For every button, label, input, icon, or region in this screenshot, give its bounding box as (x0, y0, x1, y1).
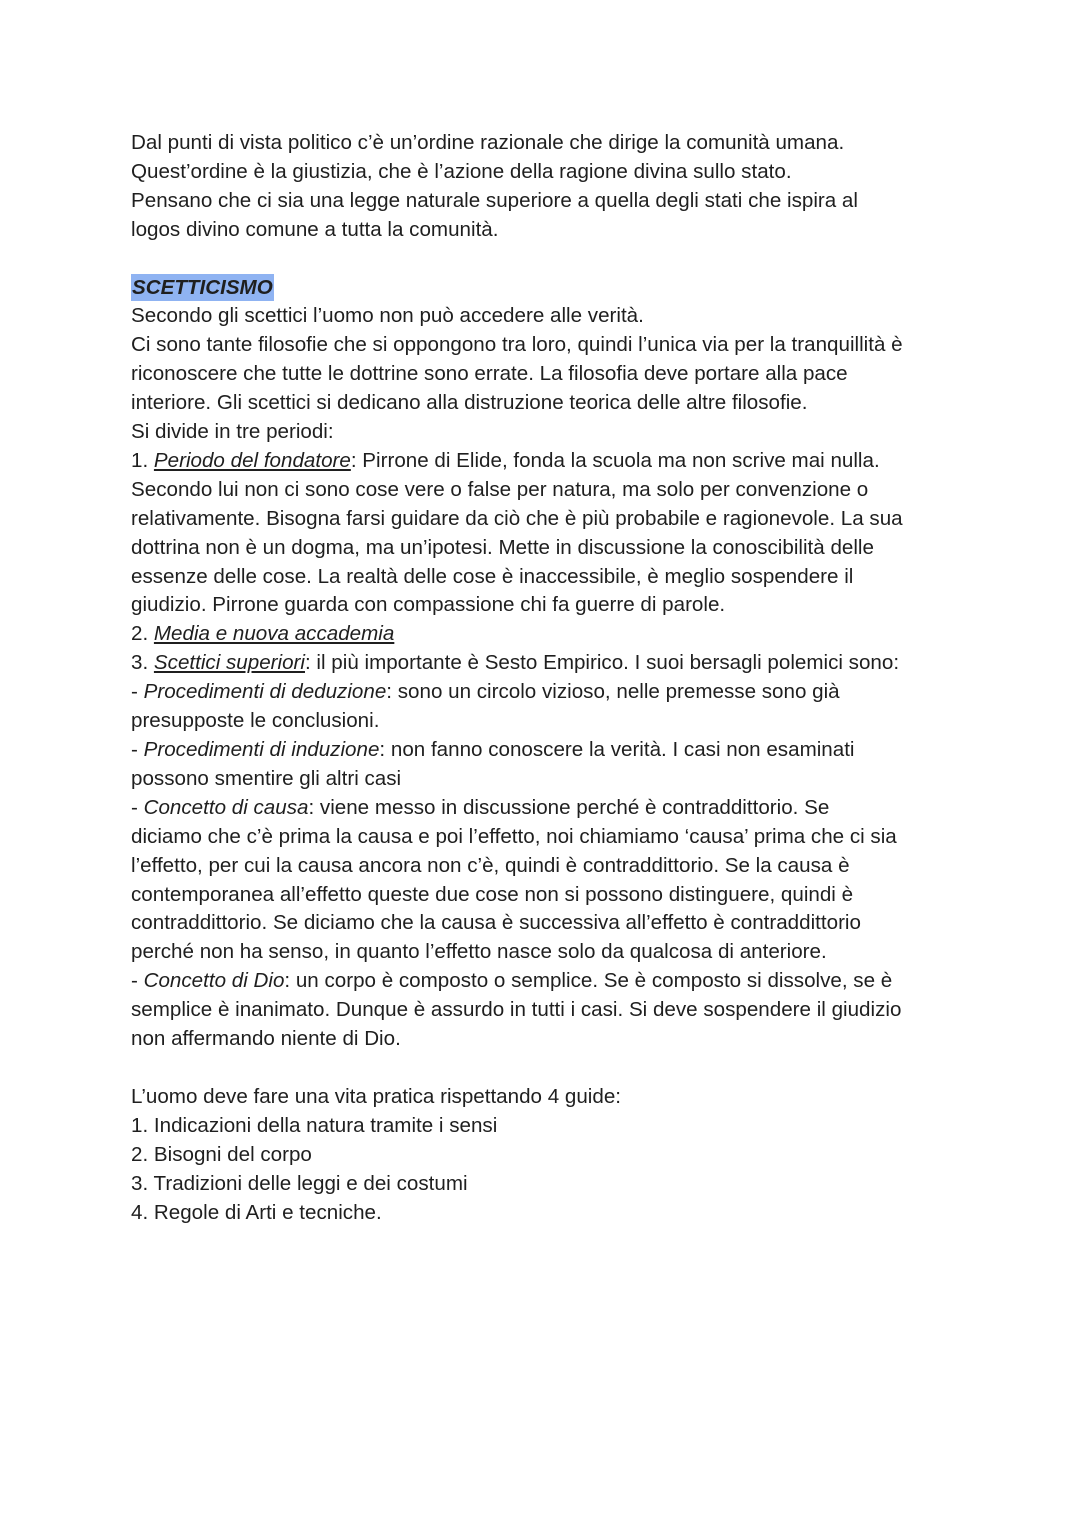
text-line: contraddittorio. Se diciamo che la causa è successiva all’effetto è contraddittorio (131, 911, 861, 935)
text-line (131, 736, 961, 765)
text-line: possono smentire gli altri casi (131, 766, 402, 790)
text-line: essenze delle cose. La realtà delle cose è inaccessibile, è meglio sospendere il (131, 564, 854, 588)
target-term: Concetto di causa (143, 795, 309, 819)
bullet-dash: - (131, 969, 144, 993)
text-line: Quest’ordine è la giustizia, che è l’azione della ragione divina sullo stato. (131, 159, 792, 183)
document-body (131, 129, 961, 1227)
blank-line (131, 1054, 961, 1083)
text-line: non affermando niente di Dio. (131, 1027, 401, 1051)
guide-item: 1. Indicazioni della natura tramite i sensi (131, 1113, 498, 1137)
list-number: 2. (131, 622, 154, 646)
list-number: 1. (131, 448, 154, 472)
period-1-text: : Pirrone di Elide, fonda la scuola ma non scrive mai nulla. (350, 448, 880, 472)
text-line: relativamente. Bisogna farsi guidare da ciò che è più probabile e ragionevole. La sua (131, 506, 903, 530)
intro-paragraph (131, 129, 961, 245)
target-term: Procedimenti di induzione (143, 738, 380, 762)
target-term: Concetto di Dio (143, 969, 285, 993)
bullet-dash: - (131, 738, 144, 762)
bullet-dash: - (131, 680, 144, 704)
text-line (131, 794, 961, 823)
period-3-item (131, 649, 961, 678)
target-induction (131, 736, 961, 794)
target-god (131, 967, 961, 1054)
target-deduction (131, 678, 961, 736)
guides-list (131, 1083, 961, 1228)
section-heading-line (131, 274, 961, 303)
period-1-item (131, 447, 961, 476)
text-line: Dal punti di vista politico c’è un’ordine razionale che dirige la comunità umana. (131, 131, 845, 154)
text-line: dottrina non è un dogma, ma un’ipotesi. Mette in discussione la conoscibilità delle (131, 535, 874, 559)
text-line: contemporanea all’effetto queste due cose non si possono distinguere, quindi è (131, 882, 854, 906)
target-text: : sono un circolo vizioso, nelle premesse sono già (386, 680, 840, 704)
guide-item: 3. Tradizioni delle leggi e dei costumi (131, 1171, 468, 1195)
text-line (131, 678, 961, 707)
guide-item: 2. Bisogni del corpo (131, 1142, 312, 1166)
target-text: : un corpo è composto o semplice. Se è composto si dissolve, se è (284, 969, 893, 993)
period-3-text: : il più importante è Sesto Empirico. I suoi bersagli polemici sono: (304, 651, 900, 675)
guides-intro: L’uomo deve fare una vita pratica rispettando 4 guide: (131, 1084, 621, 1108)
text-line: Secondo lui non ci sono cose vere o false per natura, ma solo per convenzione o (131, 477, 869, 501)
text-line: diciamo che c’è prima la causa e poi l’effetto, noi chiamiamo ‘causa’ prima che ci sia (131, 824, 897, 848)
text-line: Secondo gli scettici l’uomo non può accedere alle verità. (131, 304, 644, 328)
text-line: perché non ha senso, in quanto l’effetto nasce solo da qualcosa di anteriore. (131, 940, 827, 964)
target-cause (131, 794, 961, 967)
period-2-title: Media e nuova accademia (153, 622, 395, 646)
section-body (131, 302, 961, 447)
text-line: Si divide in tre periodi: (131, 420, 334, 444)
period-2-item (131, 620, 961, 649)
text-line: Ci sono tante filosofie che si oppongono tra loro, quindi l’unica via per la tranquillità è (131, 333, 903, 357)
bullet-dash: - (131, 795, 144, 819)
text-line: giudizio. Pirrone guarda con compassione chi fa guerre di parole. (131, 593, 726, 617)
text-line: interiore. Gli scettici si dedicano alla distruzione teorica delle altre filosofie. (131, 391, 808, 415)
target-term: Procedimenti di deduzione (143, 680, 387, 704)
target-text: : non fanno conoscere la verità. I casi non esaminati (379, 738, 855, 762)
text-line: semplice è inanimato. Dunque è assurdo in tutti i casi. Si deve sospendere il giudizio (131, 998, 902, 1022)
period-1-title: Periodo del fondatore (153, 448, 351, 472)
list-number: 3. (131, 651, 154, 675)
text-line (131, 967, 961, 996)
text-line: presupposte le conclusioni. (131, 709, 380, 733)
section-heading: SCETTICISMO (132, 275, 273, 299)
period-3-title: Scettici superiori (153, 651, 305, 675)
target-text: : viene messo in discussione perché è contraddittorio. Se (308, 795, 830, 819)
blank-line (131, 245, 961, 274)
text-line: l’effetto, per cui la causa ancora non c’è, quindi è contraddittorio. Se la causa è (131, 853, 850, 877)
text-line: riconoscere che tutte le dottrine sono errate. La filosofia deve portare alla pace (131, 362, 848, 386)
guide-item: 4. Regole di Arti e tecniche. (131, 1200, 382, 1224)
text-line: Pensano che ci sia una legge naturale superiore a quella degli stati che ispira al (131, 188, 858, 212)
text-line: logos divino comune a tutta la comunità. (131, 217, 499, 241)
